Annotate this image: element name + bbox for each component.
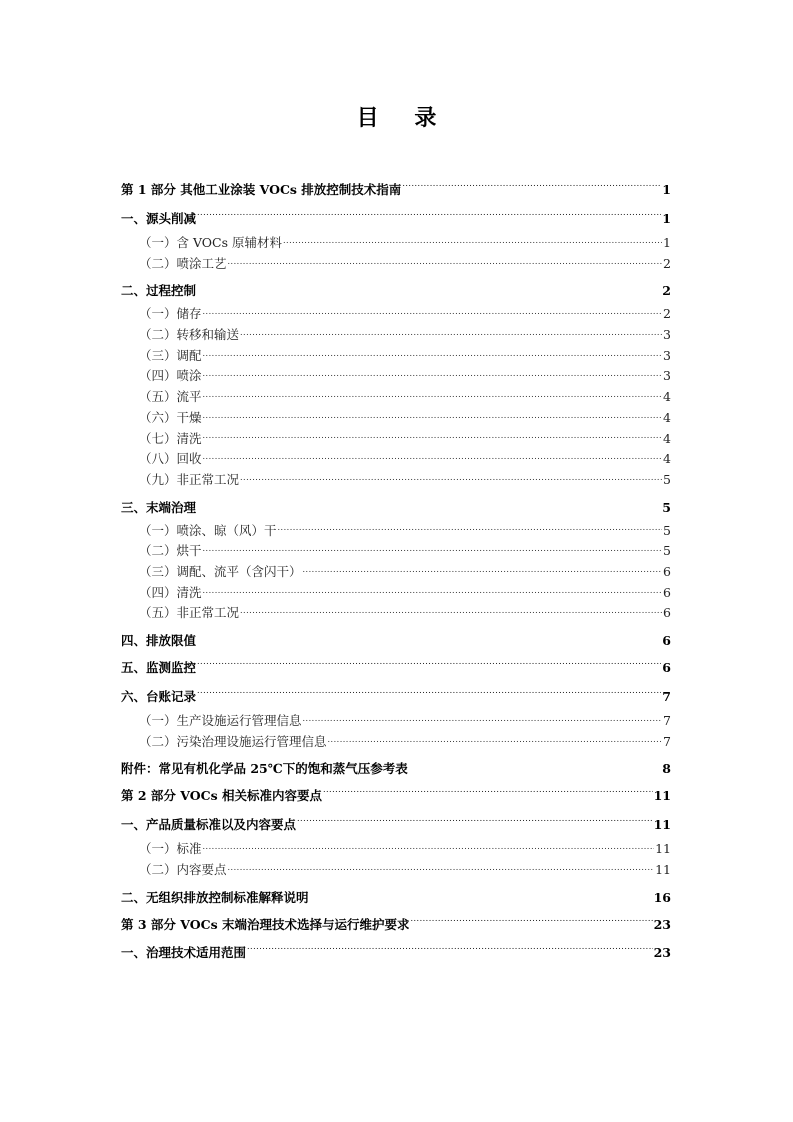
toc-page-number: 11 xyxy=(653,788,671,804)
toc-leader-dots xyxy=(303,566,663,579)
toc-page-number: 1 xyxy=(662,182,671,197)
toc-page-number: 6 xyxy=(662,633,671,648)
toc-page-number: 5 xyxy=(662,499,671,515)
toc-entry-text: （三）调配、流平（含闪干） xyxy=(139,563,302,579)
toc-entry-minor[interactable] xyxy=(121,233,671,254)
toc-entry-text: （二）内容要点 xyxy=(139,862,227,878)
toc-entry-minor[interactable] xyxy=(121,449,671,470)
toc-leader-dots xyxy=(323,790,653,803)
toc-entry-minor[interactable] xyxy=(121,562,671,583)
toc-entry-text: （六）干燥 xyxy=(139,409,202,425)
toc-leader-dots xyxy=(197,499,661,512)
toc-entry-minor[interactable] xyxy=(121,408,671,429)
toc-entry-minor[interactable] xyxy=(121,603,671,624)
toc-page-number: 5 xyxy=(663,471,671,487)
toc-entry-minor[interactable] xyxy=(121,860,671,881)
toc-page-number: 2 xyxy=(662,283,671,299)
toc-entry-minor[interactable] xyxy=(121,711,671,732)
toc-entry-minor[interactable] xyxy=(121,346,671,367)
toc-page-number: 3 xyxy=(663,368,671,384)
toc-entry-minor[interactable] xyxy=(121,470,671,491)
toc-page-number: 8 xyxy=(662,761,671,777)
toc-entry-major[interactable] xyxy=(121,683,671,712)
toc-leader-dots xyxy=(297,819,653,832)
toc-leader-dots xyxy=(203,371,663,384)
toc-entry-minor[interactable] xyxy=(121,325,671,346)
toc-entry-text: （二）转移和输送 xyxy=(139,327,240,343)
toc-page-number: 4 xyxy=(663,451,671,467)
toc-leader-dots xyxy=(240,474,662,487)
toc-entry-text: 二、无组织排放控制标准解释说明 xyxy=(121,889,309,905)
toc-entry-major[interactable] xyxy=(121,811,671,840)
toc-page-number: 3 xyxy=(663,347,671,363)
toc-leader-dots xyxy=(409,761,662,774)
toc-entry-text: 第 2 部分 VOCs 相关标准内容要点 xyxy=(121,788,322,804)
toc-page-number: 2 xyxy=(663,255,671,271)
toc-leader-dots xyxy=(283,237,662,250)
toc-page-number: 6 xyxy=(663,605,671,621)
toc-entry-text: 五、监测监控 xyxy=(121,660,197,675)
toc-leader-dots xyxy=(203,391,663,404)
toc-page-number: 6 xyxy=(663,584,671,600)
toc-entry-text: （一）生产设施运行管理信息 xyxy=(139,713,302,728)
toc-entry-major[interactable] xyxy=(121,881,671,911)
toc-entry-minor[interactable] xyxy=(121,541,671,562)
toc-page-number: 6 xyxy=(663,563,671,579)
toc-page-number: 7 xyxy=(662,688,671,704)
toc-leader-dots xyxy=(203,433,663,446)
toc-page-number: 4 xyxy=(663,389,671,405)
toc-leader-dots xyxy=(310,890,653,903)
toc-leader-dots xyxy=(203,843,655,856)
toc-entry-text: （一）标准 xyxy=(139,841,202,857)
toc-leader-dots xyxy=(197,691,661,704)
toc-leader-dots xyxy=(203,453,663,466)
toc-leader-dots xyxy=(197,633,661,646)
toc-page-number: 1 xyxy=(662,210,671,226)
toc-entry-text: （一）储存 xyxy=(139,306,202,322)
toc-entry-major[interactable] xyxy=(121,176,671,205)
toc-entry-text: （九）非正常工况 xyxy=(139,471,240,487)
toc-entry-text: 附件：常见有机化学品 25℃下的饱和蒸气压参考表 xyxy=(121,761,408,777)
toc-entry-text: 一、治理技术适用范围 xyxy=(121,945,247,961)
toc-title: 目 录 xyxy=(356,105,451,131)
toc-entry-minor[interactable] xyxy=(121,304,671,325)
toc-entry-text: （七）清洗 xyxy=(139,430,202,446)
toc-entry-text: （二）喷涂工艺 xyxy=(139,255,227,271)
toc-entry-minor[interactable] xyxy=(121,839,671,860)
toc-entry-text: （一）喷涂、晾（风）干 xyxy=(139,522,277,538)
toc-entry-minor[interactable] xyxy=(121,366,671,387)
toc-leader-dots xyxy=(228,864,655,877)
toc-entry-major[interactable] xyxy=(121,752,671,782)
toc-entry-major[interactable] xyxy=(121,939,671,968)
toc-entry-minor[interactable] xyxy=(121,583,671,604)
toc-entry-text: 三、末端治理 xyxy=(121,499,197,515)
toc-page-number: 11 xyxy=(655,862,671,878)
toc-page-number: 5 xyxy=(663,522,671,538)
toc-entry-minor[interactable] xyxy=(121,429,671,450)
toc-leader-dots xyxy=(328,736,663,749)
toc-entry-text: 一、产品质量标准以及内容要点 xyxy=(121,816,297,832)
toc-leader-dots xyxy=(228,258,663,271)
toc-page-number: 23 xyxy=(653,945,671,961)
toc-leader-dots xyxy=(247,947,653,960)
toc-entry-minor[interactable] xyxy=(121,732,671,753)
toc-entry-text: （五）流平 xyxy=(139,389,202,405)
toc-leader-dots xyxy=(203,308,663,321)
toc-leader-dots xyxy=(197,662,661,675)
toc-page-number: 7 xyxy=(663,733,671,749)
toc-leader-dots xyxy=(278,525,663,538)
toc-page-number: 23 xyxy=(653,916,671,932)
toc-entry-text: （四）清洗 xyxy=(139,584,202,600)
toc-entry-major[interactable] xyxy=(121,274,671,304)
toc-page-number: 7 xyxy=(663,713,671,728)
toc-page-number: 2 xyxy=(663,306,671,322)
toc-entry-major[interactable] xyxy=(121,911,671,940)
toc-list xyxy=(121,176,671,968)
toc-entry-text: （四）喷涂 xyxy=(139,368,202,384)
toc-page-number: 3 xyxy=(663,327,671,343)
toc-leader-dots xyxy=(240,607,662,620)
toc-entry-text: 一、源头削减 xyxy=(121,210,197,226)
toc-entry-minor[interactable] xyxy=(121,521,671,542)
toc-entry-major[interactable] xyxy=(121,624,671,654)
toc-entry-text: 第 3 部分 VOCs 末端治理技术选择与运行维护要求 xyxy=(121,916,410,932)
toc-entry-text: 六、台账记录 xyxy=(121,688,197,704)
toc-entry-major[interactable] xyxy=(121,205,671,234)
toc-entry-major[interactable] xyxy=(121,782,671,811)
toc-leader-dots xyxy=(240,329,662,342)
toc-entry-major[interactable] xyxy=(121,654,671,683)
toc-entry-text: （二）烘干 xyxy=(139,543,202,559)
toc-leader-dots xyxy=(203,545,663,558)
toc-entry-text: （三）调配 xyxy=(139,347,202,363)
toc-entry-text: （五）非正常工况 xyxy=(139,605,240,621)
toc-entry-text: 二、过程控制 xyxy=(121,283,197,299)
toc-page-number: 11 xyxy=(653,816,671,832)
toc-page-number: 5 xyxy=(663,543,671,559)
toc-entry-minor[interactable] xyxy=(121,387,671,408)
toc-page-number: 11 xyxy=(655,841,671,857)
toc-page-number: 16 xyxy=(653,889,671,905)
toc-entry-text: （一）含 VOCs 原辅材料 xyxy=(139,235,282,250)
toc-entry-text: 第 1 部分 其他工业涂装 VOCs 排放控制技术指南 xyxy=(121,182,402,197)
toc-page-number: 4 xyxy=(663,430,671,446)
toc-leader-dots xyxy=(303,715,663,728)
toc-leader-dots xyxy=(203,350,663,363)
toc-page-number: 6 xyxy=(662,660,671,675)
toc-page-number: 1 xyxy=(663,235,671,250)
toc-leader-dots xyxy=(203,412,663,425)
toc-entry-text: （二）污染治理设施运行管理信息 xyxy=(139,733,327,749)
toc-entry-text: （八）回收 xyxy=(139,451,202,467)
toc-entry-text: 四、排放限值 xyxy=(121,633,197,648)
toc-leader-dots xyxy=(203,587,663,600)
toc-entry-major[interactable] xyxy=(121,491,671,521)
toc-leader-dots xyxy=(402,184,661,197)
toc-leader-dots xyxy=(410,919,652,932)
toc-leader-dots xyxy=(197,283,661,296)
toc-entry-minor[interactable] xyxy=(121,254,671,275)
toc-leader-dots xyxy=(197,213,661,226)
toc-page-number: 4 xyxy=(663,409,671,425)
